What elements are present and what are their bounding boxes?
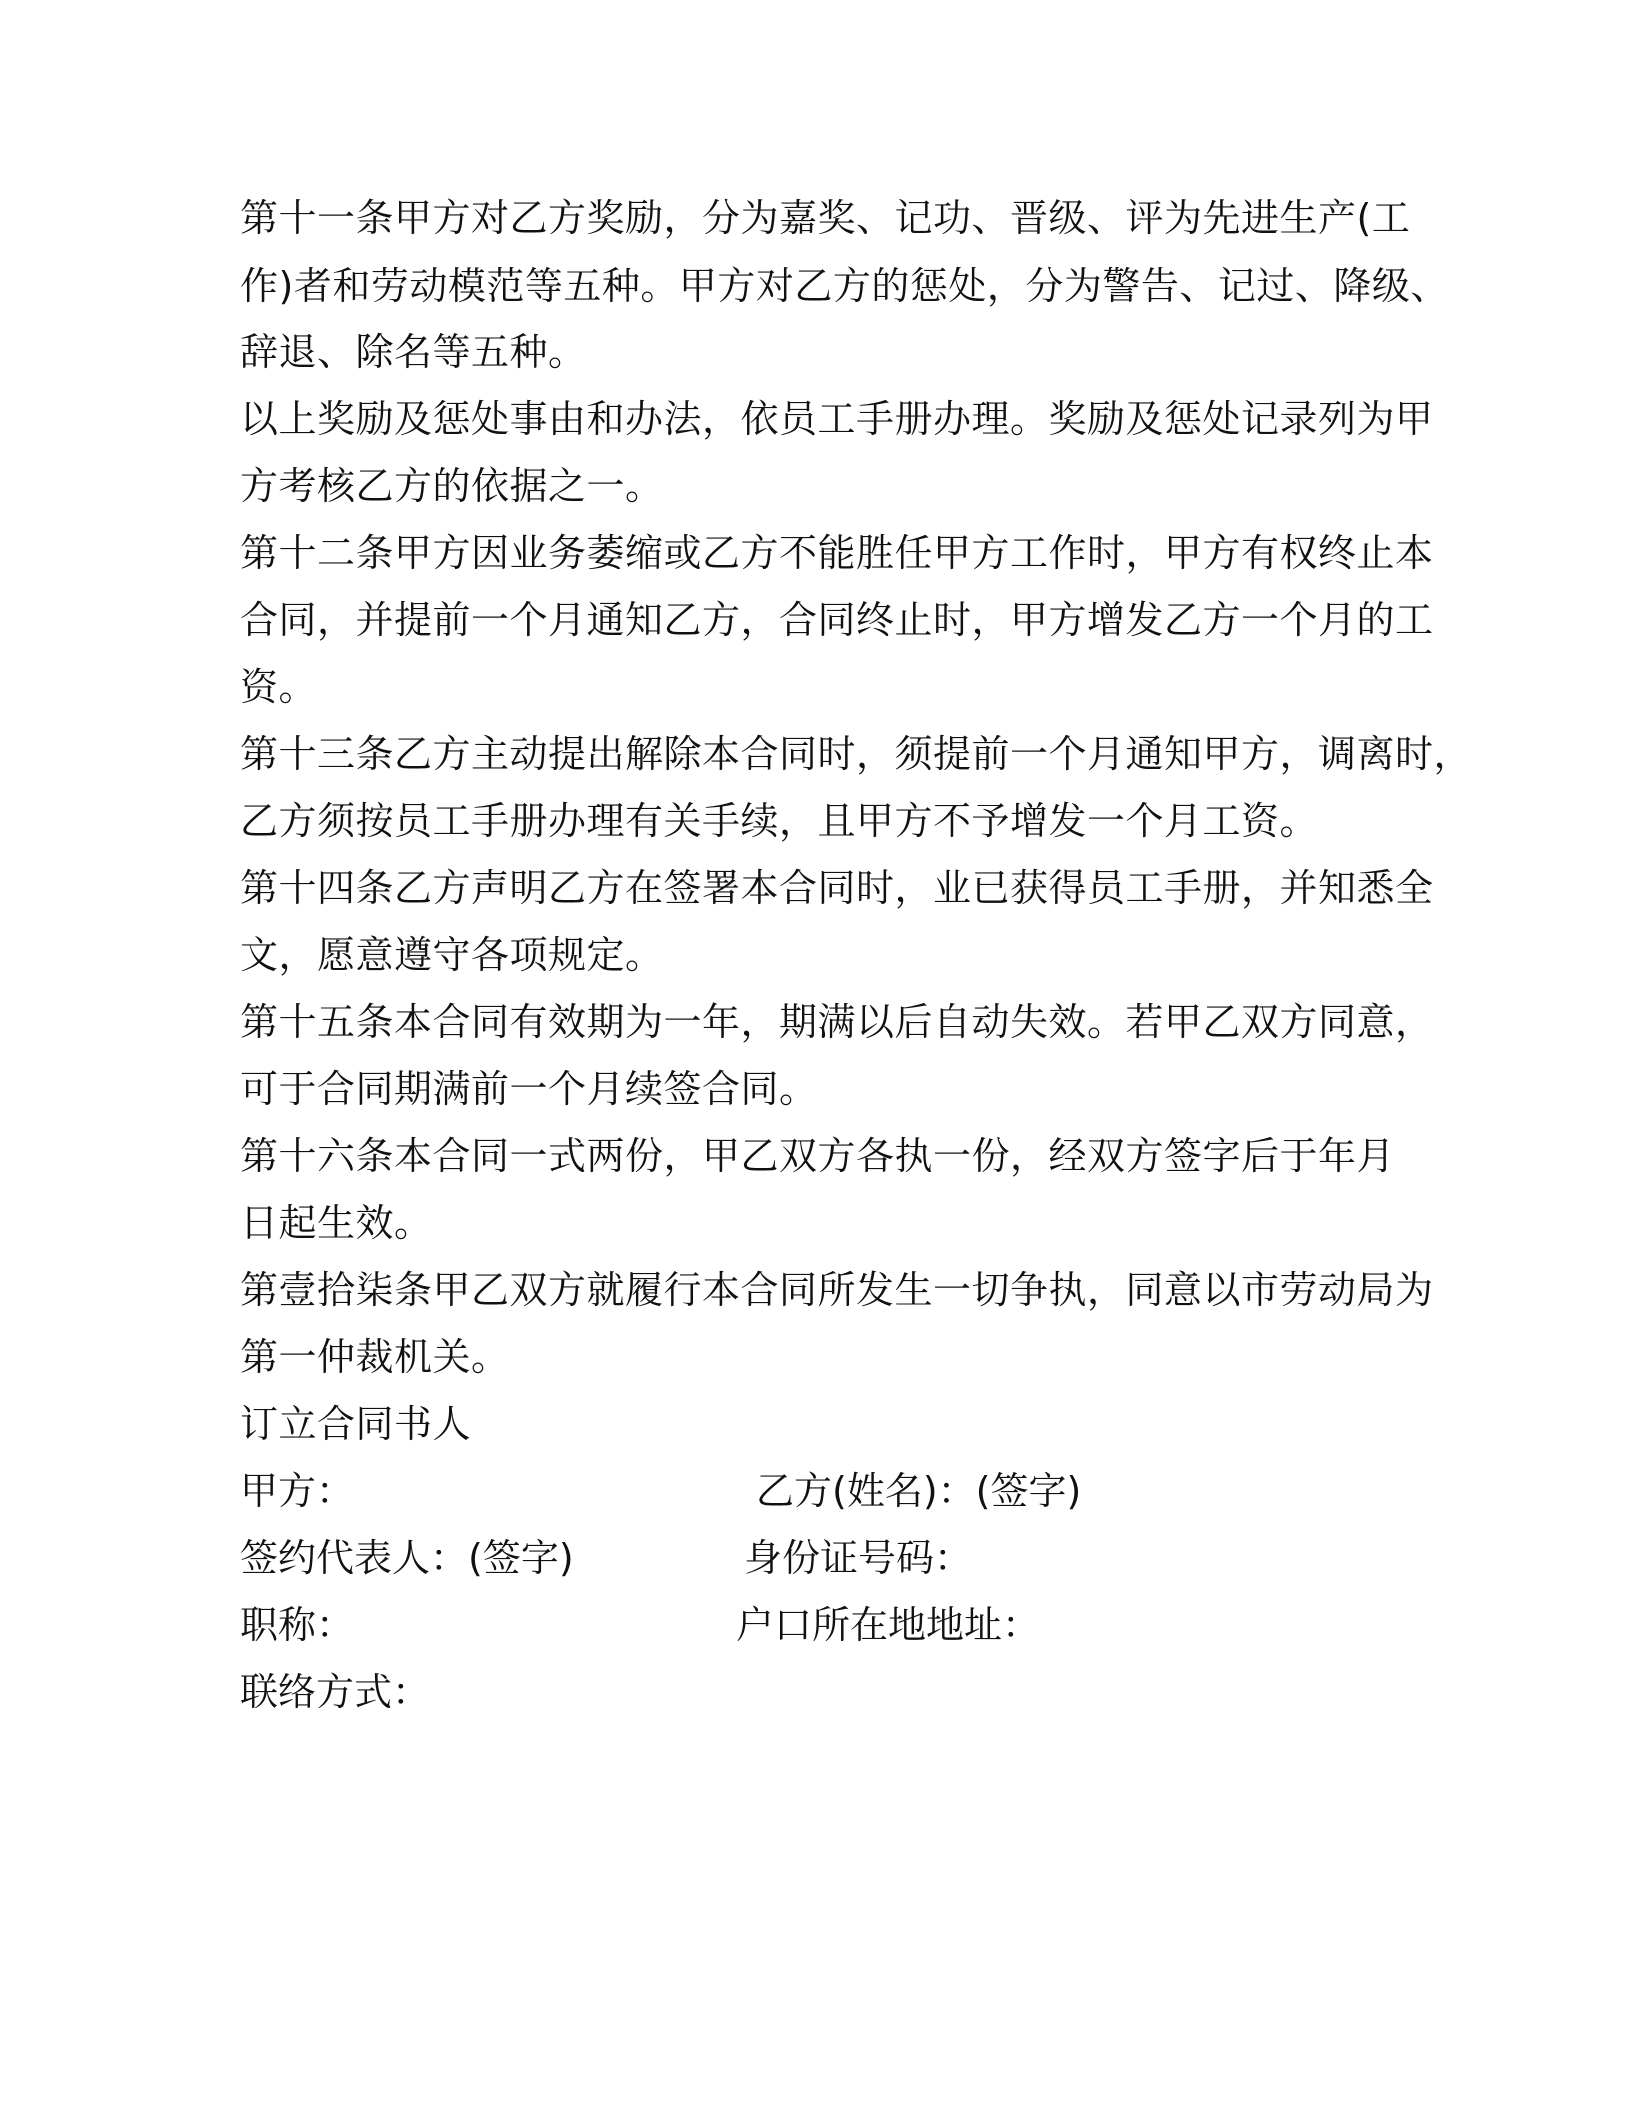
article-16-line-1: 第十六条本合同一式两份，甲乙双方各执一份，经双方签字后于年月	[240, 1134, 1396, 1178]
party-a-label: 甲方：	[240, 1469, 355, 1513]
party-b-label: 乙方(姓名)：(签字)	[756, 1469, 1082, 1513]
article-17-line-1: 第壹拾柒条甲乙双方就履行本合同所发生一切争执，同意以市劳动局为	[240, 1268, 1434, 1312]
article-16-line-2: 日起生效。	[240, 1201, 433, 1245]
representative-label: 签约代表人：(签字)	[240, 1536, 574, 1580]
article-14-line-1: 第十四条乙方声明乙方在签署本合同时，业已获得员工手册，并知悉全	[240, 866, 1434, 910]
article-15-line-1: 第十五条本合同有效期为一年，期满以后自动失效。若甲乙双方同意，	[240, 1000, 1434, 1044]
rewards-note-line-2: 方考核乙方的依据之一。	[240, 464, 664, 508]
title-label: 职称：	[240, 1603, 355, 1647]
article-11-line-3: 辞退、除名等五种。	[240, 330, 587, 374]
contact-label: 联络方式：	[240, 1670, 431, 1714]
id-number-label: 身份证号码：	[744, 1536, 973, 1580]
article-11-line-1: 第十一条甲方对乙方奖励，分为嘉奖、记功、晋级、评为先进生产(工	[240, 196, 1411, 240]
article-12-line-1: 第十二条甲方因业务萎缩或乙方不能胜任甲方工作时，甲方有权终止本	[240, 531, 1434, 575]
household-address-label: 户口所在地地址：	[736, 1603, 1041, 1647]
article-14-line-2: 文，愿意遵守各项规定。	[240, 933, 664, 977]
article-12-line-3: 资。	[240, 665, 318, 709]
article-12-line-2: 合同，并提前一个月通知乙方，合同终止时，甲方增发乙方一个月的工	[240, 598, 1434, 642]
rewards-note-line-1: 以上奖励及惩处事由和办法，依员工手册办理。奖励及惩处记录列为甲	[240, 397, 1434, 441]
article-11-line-2: 作)者和劳动模范等五种。甲方对乙方的惩处，分为警告、记过、降级、	[240, 264, 1449, 308]
article-13-line-1: 第十三条乙方主动提出解除本合同时，须提前一个月通知甲方，调离时，	[240, 732, 1473, 776]
article-13-line-2: 乙方须按员工手册办理有关手续，且甲方不予增发一个月工资。	[240, 799, 1319, 843]
signing-heading: 订立合同书人	[240, 1402, 472, 1446]
article-17-line-2: 第一仲裁机关。	[240, 1335, 510, 1379]
article-15-line-2: 可于合同期满前一个月续签合同。	[240, 1067, 818, 1111]
